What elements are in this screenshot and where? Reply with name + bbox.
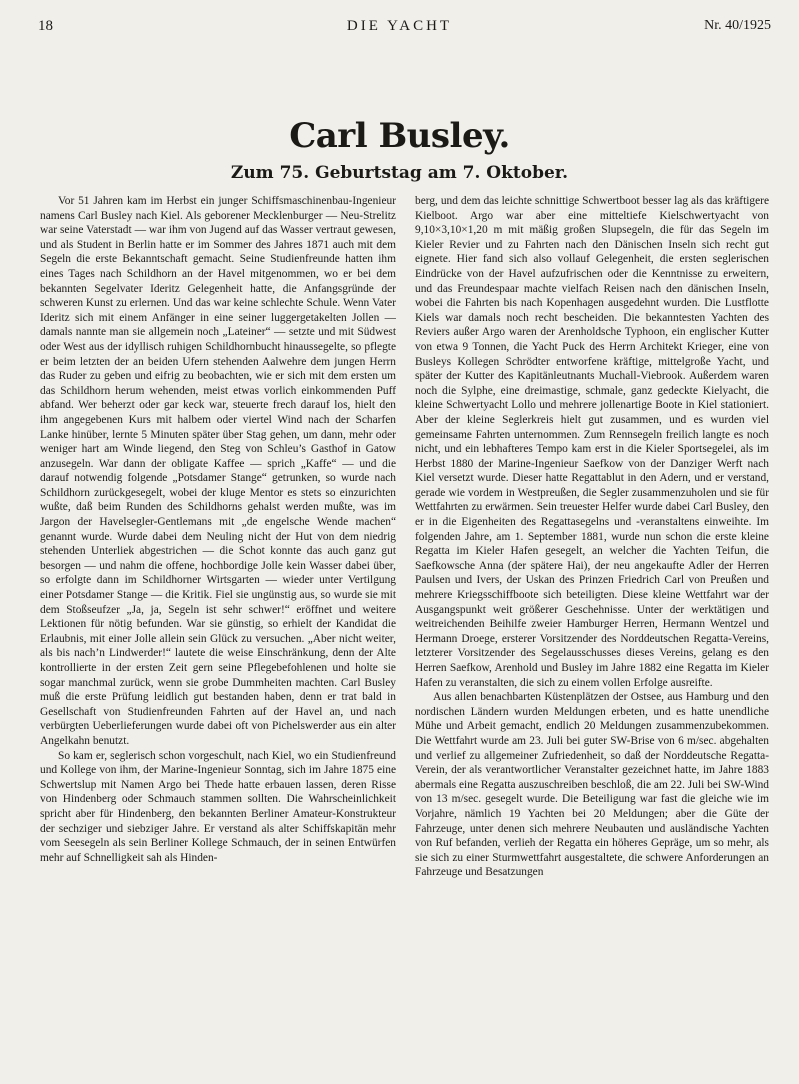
publication-title: DIE YACHT bbox=[346, 18, 453, 34]
running-header bbox=[0, 18, 799, 38]
page-number: 18 bbox=[38, 18, 53, 34]
issue-number: Nr. 40/1925 bbox=[704, 18, 771, 33]
paragraph: So kam er, seglerisch schon vorgeschult, nach Kiel, wo ein Studienfreund und Kollege von ihm, der Marine-Ingenieur Sonntag, sich im Jahre 1875 eine Schwertslup mit Namen Argo bei Thede hatte erbauen lassen, deren Risse von Hindenberg oder Schmauch stammen sollten. Die Wahrscheinlichkeit spricht aber für Hindenberg, den bekannten Berliner Amateur-Konstrukteur der sechziger und siebziger Jahre. Er verstand als alter Schiffskapitän mehr vom Seesegeln als sein Berliner Kollege Schmauch, der in seinen Entwürfen mehr auf Schnelligkeit sah als Hinden- bbox=[40, 749, 396, 864]
right-column bbox=[415, 194, 769, 1074]
left-column bbox=[40, 194, 396, 1074]
article-title: Carl Busley. bbox=[289, 116, 510, 156]
paragraph: Vor 51 Jahren kam im Herbst ein junger Schiffsmaschinenbau-Ingenieur namens Carl Busley nach Kiel. Als geborener Mecklenburger — Neu-Strelitz war seine Vaterstadt — war ihm von Jugend auf das Wasser vertraut gewesen, und als Student in Berlin hatte er im Sommer des Jahres 1871 auch mit dem Segeln die erste Bekanntschaft gemacht. Seine Studienfreunde hatten ihm eines Tages nach Schildhorn an der Havel mitgenommen, wo er bei dem bekannten Segelvater Ideritz Gelegenheit hatte, die Anfangsgründe der schweren Kunst zu erlernen. Und das war keine schlechte Schule. Wenn Vater Ideritz sich mit einem Anfänger in eine seiner luggergetakelten Jollen — damals nannte man sie allgemein noch „Lateiner“ — setzte und mit Südwest oder West aus der idyllisch ruhigen Schildhornbucht hinaussegelte, so pflegte er beim letzten der an beiden Ufern stehenden Aalwehre dem jungen Herrn das Ruder zu geben und eifrig zu beobachten, wie er sich mit dem ersten um das Schildhorn herum wehenden, meist etwas vorlich einkommenden Puff abfand. Wer beherzt oder gar keck war, steuerte frech darauf los, hielt den ihm angegebenen Kurs mit halbem oder viertel Wind nach der Scharfen Lanke hinüber, lernte 5 Minuten später über Stag gehen, um dann, mehr oder weniger hart am Winde liegend, den Steg von Schleu’s Gasthof in Gatow anzusegeln. War dann der obligate Kaffee — sprich „Kaffe“ — und die darauf notwendig folgende „Potsdamer Stange“ getrunken, so wurde nach Schildhorn zurückgesegelt, wobei der kluge Mentor es stets so einzurichten wußte, daß beim Runden des Schildhorns gehalst werden mußte, was im Jargon der Havelsegler-Gentlemans mit „de engelsche Wende machen“ genannt wurde. Wurde dabei dem Neuling nicht der Hut von dem niedrig stehenden Unterliek abgestrichen — die Schot konnte das auch ganz gut besorgen — und nahm die offene, hochbordige Jolle kein Wasser dabei über, so erfolgte dann im Schildhorner Wirtsgarten — wieder unter Vertilgung einer Potsdamer Stange — die Kritik. Fiel sie ungünstig aus, so wurde sie mit dem Stoßseufzer „Ja, ja, Segeln ist sehr schwer!“ eröffnet und weitere Lektionen für nötig befunden. War sie günstig, so erhielt der Kandidat die Erlaubnis, mit einer Jolle allein sein Glück zu versuchen. „Aber nicht weiter, als bis nach’n Lindwerder!“ lautete die weise Einschränkung, denn der Alte kontrollierte in der ersten Zeit gern seine Pflegebefohlenen und holte sie sogar manchmal zurück, wenn sie grobe Dummheiten machten. Carl Busley muß die erste Prüfung leidlich gut bestanden haben, denn er trat bald in Gesellschaft von Studienfreunden Fahrten auf der Havel an, und nach verbürgten Ueberlieferungen wurde dabei oft von Pichelswerder aus ein alter Angelkahn benutzt. bbox=[40, 195, 396, 747]
article-subtitle: Zum 75. Geburtstag am 7. Oktober. bbox=[230, 163, 569, 183]
paragraph: Aus allen benachbarten Küstenplätzen der Ostsee, aus Hamburg und den nordischen Ländern wurden Meldungen erbeten, und es hatte unendliche Mühe und Arbeit gemacht, endlich 20 Meldungen zusammenzubekommen. Die Wettfahrt wurde am 23. Juli bei guter SW-Brise von 6 m/sec. abgehalten und verlief zu allgemeiner Zufriedenheit, so daß der Norddeutsche Regatta-Verein, der als verantwortlicher Veranstalter gezeichnet hatte, im Jahre 1883 abermals eine Regatta auszuschreiben beschloß, die am 22. Juli bei SW-Wind von 13 m/sec. gesegelt wurde. Die Beteiligung war fast die gleiche wie im Vorjahre, nämlich 19 Yachten bei 20 Meldungen; aber die Güte der Fahrzeuge, unter denen sich mehrere Neubauten und ausländische Yachten von Ruf befanden, verlieh der Regatta ein höheres Gepräge, um so mehr, als sie sich zu einer Sturmwettfahrt ausgestaltete, die schwere Anforderungen an Fahrzeuge und Besatzungen bbox=[415, 691, 769, 879]
paragraph: berg, und dem das leichte schnittige Schwertboot besser lag als das kräftigere Kielboot. Argo war aber eine mitteltiefe Kielschwertyacht von 9,10×3,10×1,20 m mit mäßig großen Slupsegeln, die für das Segeln im Kieler Revier und zu Fahrten nach den Dänischen Inseln sich recht gut eignete. Hier fand sich also vollauf Gelegenheit, die ersten seglerischen Eindrücke von der Havel aufzufrischen oder die Kenntnisse zu erweitern, und das Freundespaar machte vielfach Reisen nach den dänischen Inseln, wobei die Fahrten bis nach Kopenhagen ausgedehnt wurden. Die Lustflotte Kiels war damals noch recht bescheiden. Die bekanntesten Yachten des Reviers außer Argo waren der Arenholdsche Typhoon, ein englischer Kutter von etwa 9 Tonnen, die Yacht Puck des Herrn Architekt Krieger, eine von Busleys Kollegen Schrödter entworfene kräftige, mittelgroße Yacht, und später der Kutter des Kapitänleutnants Muchall-Viebrook. Außerdem waren noch die Sylphe, eine dreimastige, schmale, ganz gedeckte Kielyacht, die kleine Schwertyacht Lollo und mehrere jollenartige Boote in Kiel stationiert. Aber der kleine Seglerkreis hielt gut zusammen, und es wurden viel gemeinsame Fahrten unternommen. Zum Rennsegeln freilich langte es noch nicht, und ein lebhafteres Tempo kam erst in die Kieler Sportsegelei, als im Herbst 1880 der Marine-Ingenieur Saefkow von der Danziger Werft nach Kiel versetzt wurde. Dieser hatte Regattablut in den Adern, und er verstand, gerade wie vordem in Westpreußen, die Segler zusammenzuholen und sie für Wettfahrten zu erwärmen. Sein treuester Helfer wurde dabei Carl Busley, den er in die Eigenheiten des Regattasegelns und -veranstaltens einweihte. Im folgenden Jahre, am 1. September 1881, wurde nun schon die erste kleine Regatta im Kieler Hafen gesegelt, an welcher die Yachten Teifun, die Saefkowsche Anna (der spätere Hai), der neu angekaufte Adler der Herren Paulsen und Ivers, der Uskan des Prinzen Friedrich Carl von Preußen und mehrere Kriegsschiffboote sich beteiligten. Diese kleine Wettfahrt war der Ausgangspunkt weit größerer Geschehnisse. Unter der werktätigen und weitreichenden Beihilfe zweier Hamburger Herren, Hermann Wentzel und Hermann Droege, ersterer Vorsitzender des Norddeutschen Regatta-Vereins, letzterer Vorsitzender des Segelausschusses dieses Vereins, gelang es den Herren Saefkow, Arenhold und Busley im Jahre 1882 eine Regatta im Kieler Hafen zu veranstalten, die sich zu einem vollen Erfolge ausreifte. bbox=[415, 195, 769, 689]
